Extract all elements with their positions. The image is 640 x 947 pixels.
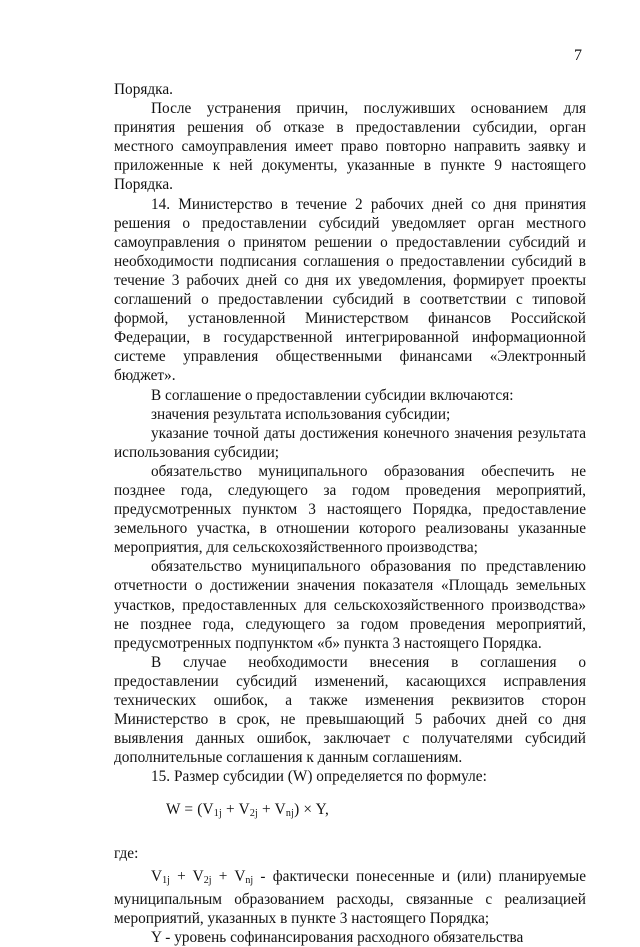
paragraph-group <box>114 80 586 786</box>
paragraph: Порядка. <box>114 81 173 98</box>
paragraph: значения результата использования субсидии; <box>151 405 451 423</box>
page-number: 7 <box>574 47 582 64</box>
paragraph: 15. Размер субсидии (W) определяется по формуле: <box>151 768 487 786</box>
document-body <box>114 80 586 947</box>
variable-definition-y: Y - уровень софинансирования расходного обязательства <box>151 928 524 946</box>
paragraph: В случае необходимости внесения в соглашения о предоставлении субсидий изменений, касающихся исправления технических ошибок, а также изменения реквизитов сторон Министерство в срок, не превышающий 5 рабочих дней со дня выявления данных ошибок, заключает с получателями субсидий дополнительные соглашения к данным соглашениям. <box>114 653 586 767</box>
variable-definition: $V_{1j} + V_{2j} + V_{nj}$ - фактически понесенные и (или) планируемые муниципальным образованием расходы, связанные с реализацией мероприятий, указанных в пункте 3 настоящего Порядка; <box>114 867 587 927</box>
where-label: где: <box>114 844 139 862</box>
paragraph: 14. Министерство в течение 2 рабочих дней со дня принятия решения о предоставлении субсидий уведомляет орган местного самоуправления о принятом решении о предоставлении субсидий и необходимости подписания соглашения о предоставлении субсидий в течение 3 рабочих дней со дня их уведомления, формирует проекты соглашений о предоставлении субсидий в соответствии с типовой формой, установленной Министерством финансов Российской Федерации, в государственной интегрированной информационной системе управления общественными финансами «Электронный бюджет». <box>114 195 586 385</box>
paragraph: После устранения причин, послуживших основанием для принятия решения об отказе в предоставлении субсидии, орган местного самоуправления имеет право повторно направить заявку и приложенные к ней документы, указанные в пункте 9 настоящего Порядка. <box>114 100 586 194</box>
formula: $W = (V_{1j} + V_{2j} + V_{nj}) \times Y$, <box>166 801 329 820</box>
paragraph: обязательство муниципального образования обеспечить не позднее года, следующего за годом проведения мероприятий, предусмотренных пунктом 3 настоящего Порядка, предоставление земельного участка, в отношении которого реализованы указанные мероприятия, для сельскохозяйственного производства; <box>114 462 586 557</box>
paragraph: В соглашение о предоставлении субсидии включаются: <box>151 386 514 404</box>
paragraph: указание точной даты достижения конечного значения результата использования субсидии; <box>114 424 586 461</box>
paragraph: обязательство муниципального образования по представлению отчетности о достижении значения показателя «Площадь земельных участков, предоставленных для сельскохозяйственного производства» не позднее года, следующего за годом проведения мероприятий, предусмотренных подпунктом «б» пункта 3 настоящего Порядка. <box>114 558 586 652</box>
